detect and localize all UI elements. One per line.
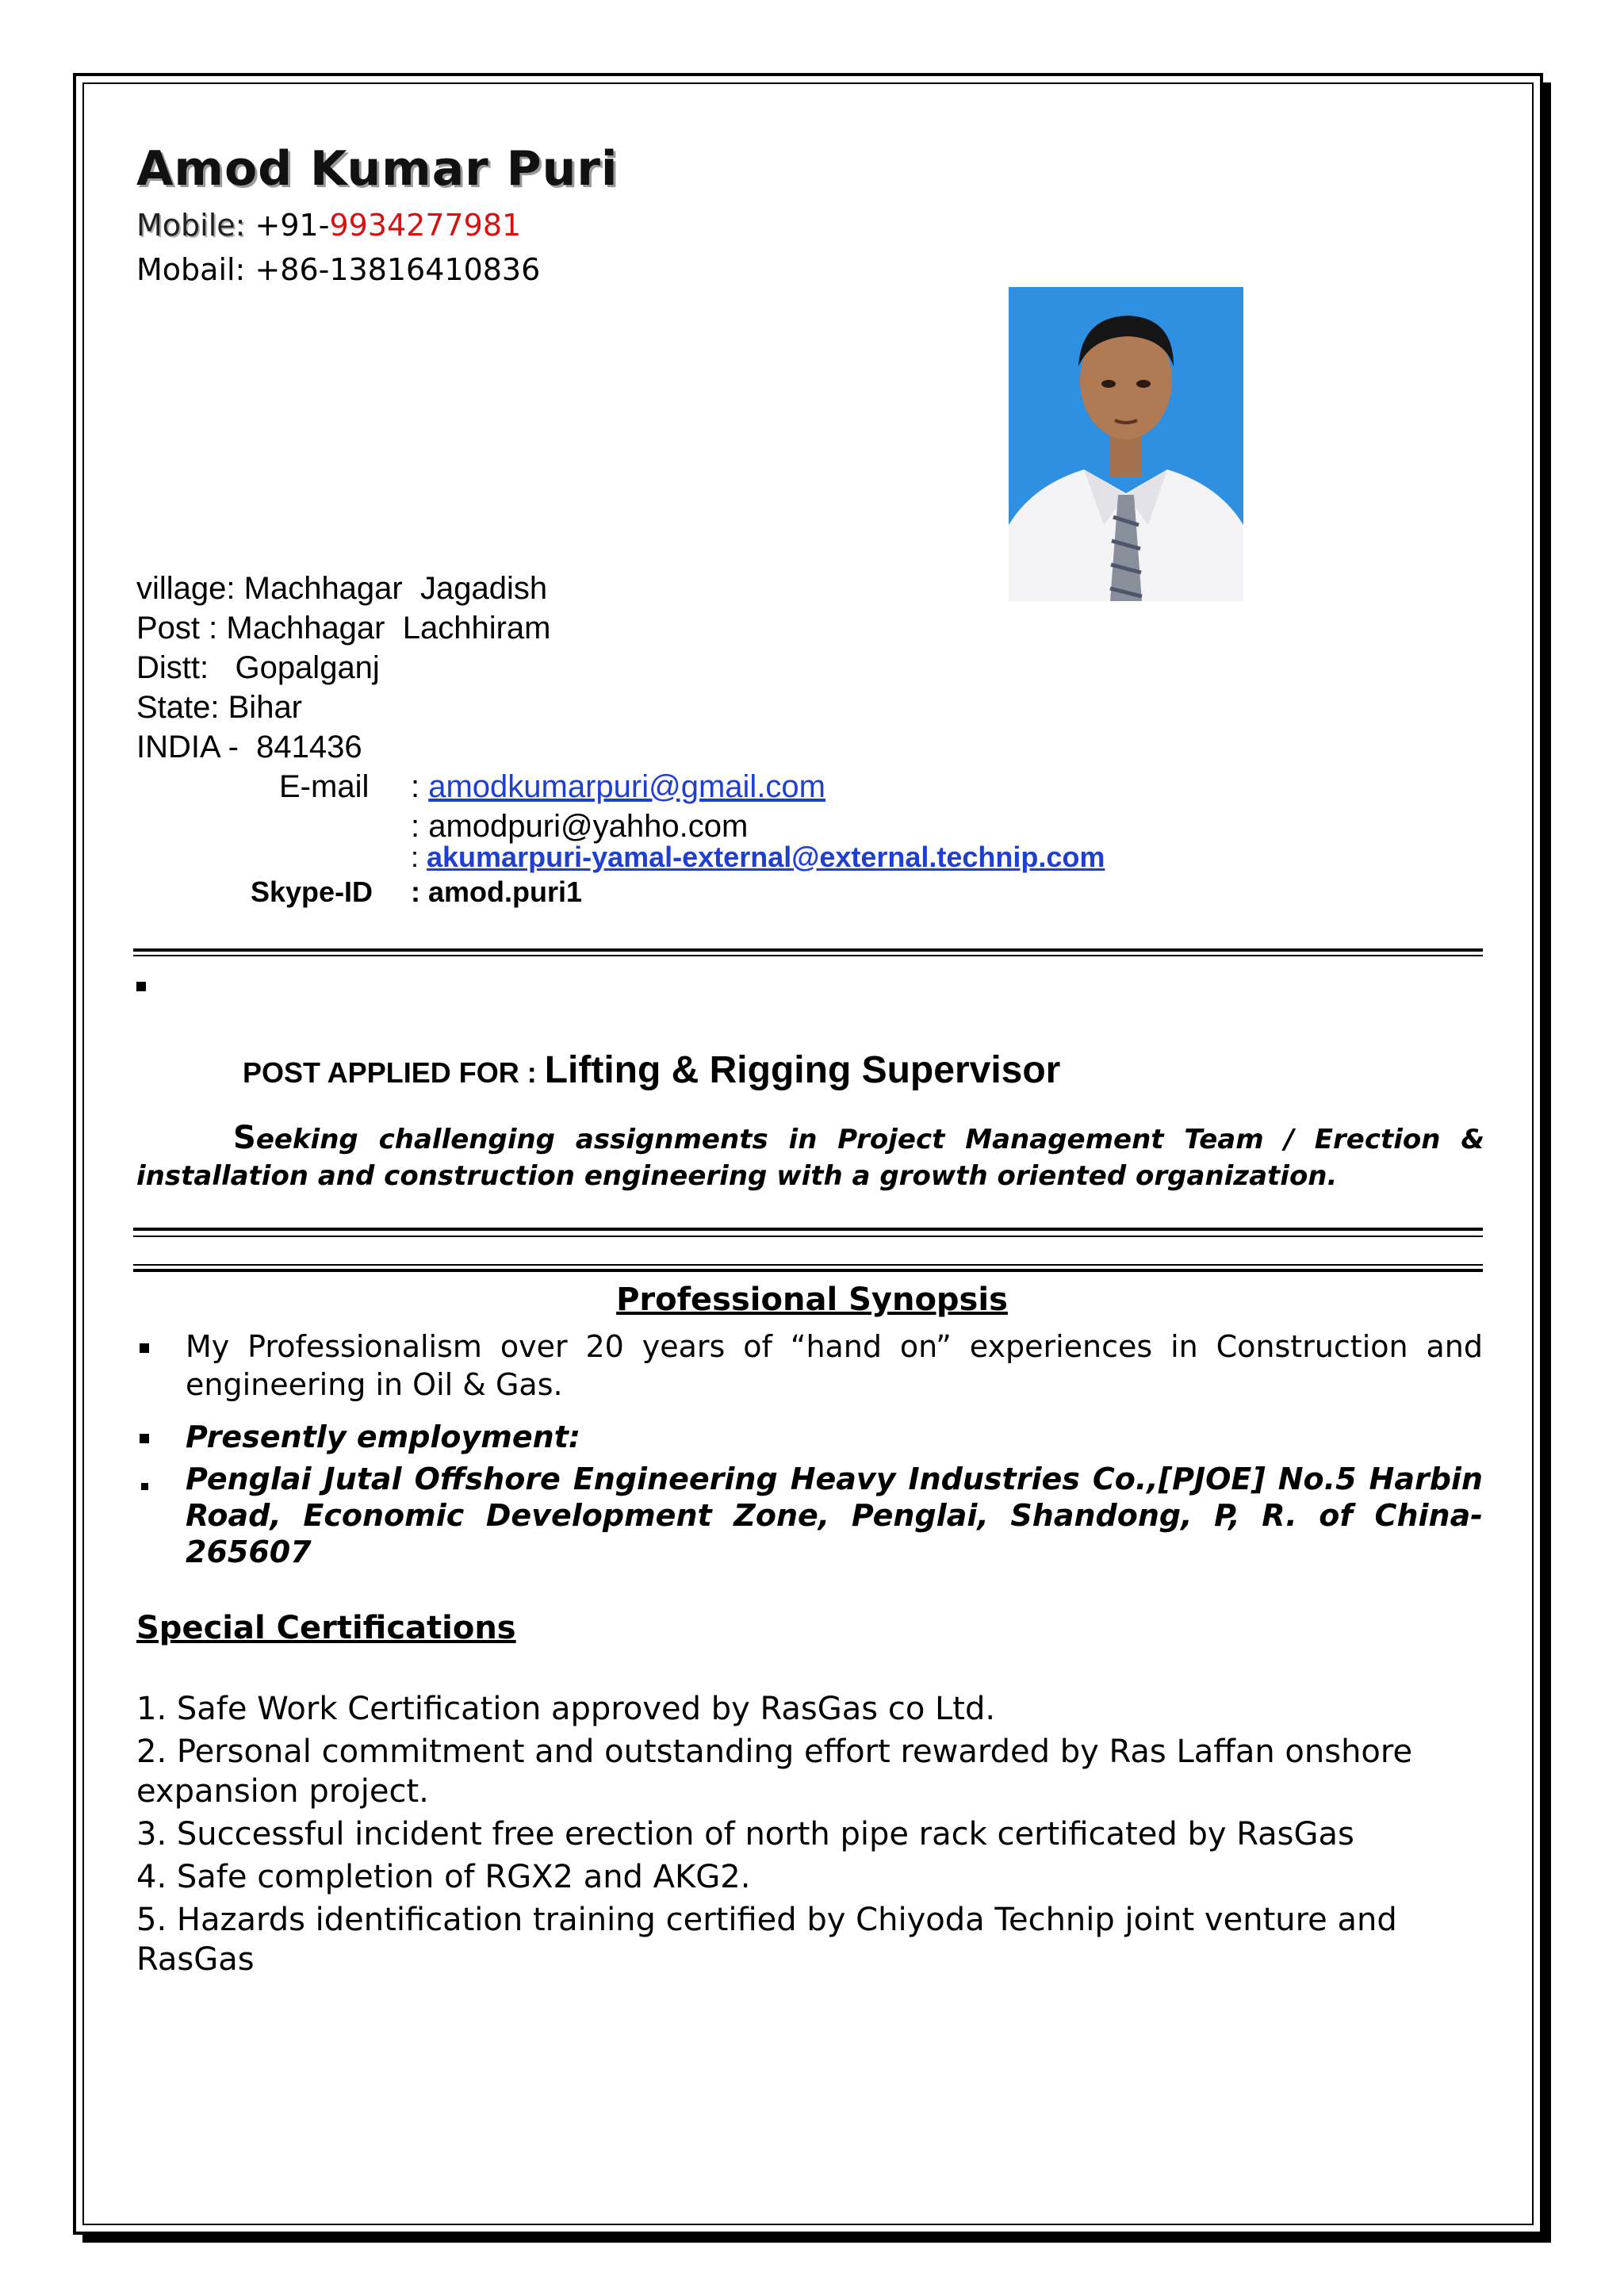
- email-label: E-mail: [279, 769, 370, 804]
- email-link-technip[interactable]: akumarpuri-yamal-external@external.technip.com: [427, 841, 1105, 873]
- post-applied-value: Lifting & Rigging Supervisor: [544, 1049, 1061, 1091]
- bullet-marker: [140, 1434, 149, 1443]
- post-applied-label: POST APPLIED FOR :: [243, 1056, 545, 1089]
- synopsis-item-employer: Penglai Jutal Offshore Engineering Heavy Industries Co.,[PJOE] No.5 Harbin Road, Economic Development Zone, Penglai, Shandong, P, R. of China-265607: [186, 1462, 1483, 1569]
- divider-rule: [133, 1269, 1483, 1272]
- bullet-marker: [136, 982, 146, 991]
- divider-rule: [133, 955, 1483, 956]
- email-row-3: [411, 841, 1105, 874]
- bullet-marker: [141, 1483, 148, 1490]
- synopsis-heading: Professional Synopsis: [616, 1282, 1008, 1318]
- address-district: Distt: Gopalganj: [136, 650, 380, 685]
- separator: :: [411, 875, 428, 908]
- profile-photo: [1009, 287, 1243, 601]
- address-post: Post : Machhagar Lachhiram: [136, 611, 551, 646]
- objective-initial: S: [233, 1120, 256, 1156]
- certifications-heading: Special Certifications: [136, 1610, 516, 1646]
- skype-row: [411, 875, 582, 909]
- mobile-label: Mobile:: [136, 208, 246, 243]
- email-row-1: [411, 769, 825, 805]
- mobile-number: 9934277981: [329, 208, 522, 243]
- certification-item: 2. Personal commitment and outstanding effort rewarded by Ras Laffan onshore expansion project.: [136, 1734, 1413, 1810]
- divider-rule: [133, 1264, 1483, 1266]
- certification-item: 5. Hazards identification training certified by Chiyoda Technip joint venture and RasGas: [136, 1902, 1397, 1978]
- email-link-gmail[interactable]: amodkumarpuri@gmail.com: [428, 769, 825, 804]
- mobile-prefix: +91-: [245, 208, 330, 243]
- mobile-line: [136, 208, 521, 243]
- synopsis-item-employment: Presently employment:: [186, 1420, 581, 1454]
- certification-item: 1. Safe Work Certification approved by RasGas co Ltd.: [136, 1691, 996, 1727]
- synopsis-item-experience: My Professionalism over 20 years of “hand on” experiences in Construction and engineering in Oil & Gas.: [186, 1329, 1483, 1402]
- certification-item: 3. Successful incident free erection of north pipe rack certificated by RasGas: [136, 1816, 1354, 1852]
- objective-text: eeking challenging assignments in Project Management Team / Erection & installation and construction engineering with a growth oriented organization.: [136, 1124, 1484, 1192]
- separator: :: [411, 809, 429, 844]
- separator: :: [411, 769, 429, 804]
- skype-label: Skype-ID: [251, 875, 373, 908]
- bullet-marker: [140, 1343, 149, 1353]
- career-objective: [136, 1120, 1484, 1194]
- divider-rule: [133, 948, 1483, 952]
- divider-rule: [133, 1236, 1483, 1237]
- candidate-name: Amod Kumar Puri: [136, 141, 619, 197]
- divider-rule: [133, 1228, 1483, 1231]
- email-yahoo: amodpuri@yahho.com: [428, 809, 749, 844]
- separator: :: [411, 841, 427, 873]
- certification-item: 4. Safe completion of RGX2 and AKG2.: [136, 1859, 751, 1895]
- mobail-line: Mobail: +86-13816410836: [136, 252, 541, 287]
- email-row-2: [411, 809, 748, 845]
- address-state: State: Bihar: [136, 690, 303, 725]
- address-village: village: Machhagar Jagadish: [136, 571, 548, 606]
- address-country: INDIA - 841436: [136, 730, 362, 764]
- skype-id: amod.puri1: [428, 875, 583, 908]
- post-applied-line: [243, 1048, 1060, 1092]
